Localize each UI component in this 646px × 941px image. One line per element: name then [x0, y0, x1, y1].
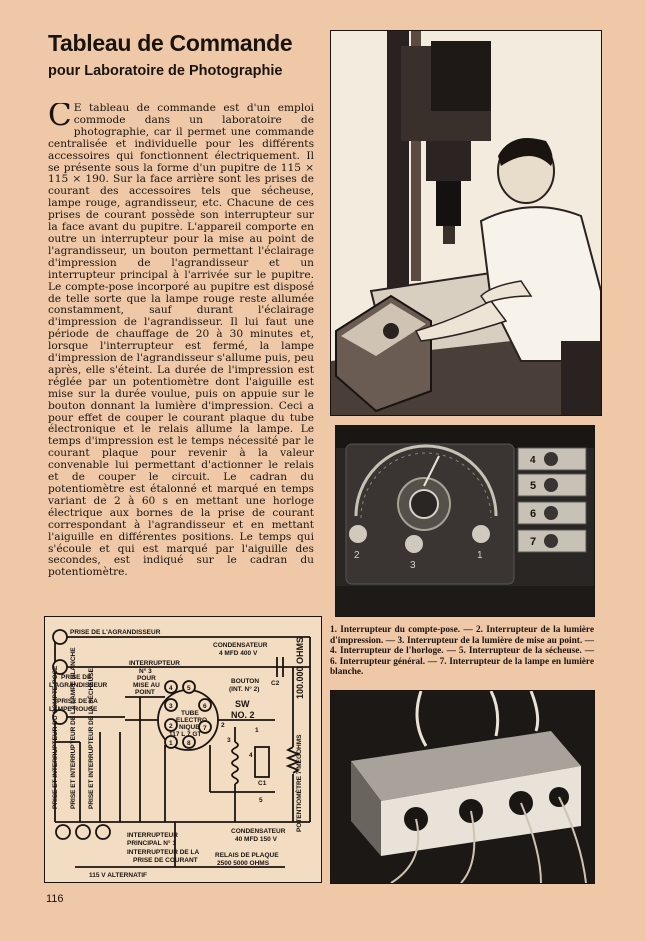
label-interrupteur-principal-2: PRINCIPAL N° 1: [127, 840, 176, 847]
label-interrupteur-principal-1: INTERRUPTEUR: [127, 832, 178, 839]
label-num-4: 4: [249, 752, 253, 759]
label-sw-no: NO. 2: [231, 710, 255, 720]
panel-number-5: 5: [530, 480, 537, 492]
label-pin-6: 6: [203, 703, 207, 710]
label-relais-2: 2500 5000 OHMS: [217, 860, 270, 867]
label-interrupteur-prise-2: PRISE DE COURANT: [133, 857, 198, 864]
article-subtitle: pour Laboratoire de Photographie: [48, 63, 283, 79]
label-tube-2: ELECTRO: [176, 717, 208, 724]
label-sw: SW: [235, 699, 250, 709]
label-bouton-1: BOUTON: [231, 678, 260, 685]
label-prise-de: PRISE DE: [61, 674, 92, 681]
label-tube-4: 117 L 7 GT: [169, 731, 202, 738]
label-interrupteur-n3-1: INTERRUPTEUR: [129, 660, 180, 667]
label-potentiometre: POTENTIOMÈTRE 7 MEGOHMS: [296, 734, 303, 832]
label-interrupteur-n3-3: POUR: [137, 675, 156, 682]
panel-number-7: 7: [530, 536, 537, 548]
panel-number-3: 3: [410, 560, 416, 571]
label-c2: C2: [271, 680, 280, 687]
label-alternatif: 115 V ALTERNATIF: [89, 872, 148, 879]
label-interrupteur-prise-1: INTERRUPTEUR DE LA: [127, 849, 200, 856]
label-condensateur-bottom-value: 40 MFD 150 V: [235, 836, 277, 843]
label-ohms: 100.000 OHMS: [295, 636, 305, 699]
label-tube-1: TUBE: [181, 710, 199, 717]
label-condensateur-top-value: 4 MFD 400 V: [219, 650, 258, 657]
label-interrupteur-n3-2: N° 3: [139, 668, 152, 675]
drop-cap: C: [48, 103, 72, 133]
label-l-agrandisseur: L'AGRANDISSEUR: [49, 682, 108, 689]
label-relais-1: RELAIS DE PLAQUE: [215, 852, 279, 859]
label-num-3: 3: [227, 737, 231, 744]
label-pin-5: 5: [187, 685, 191, 692]
label-prise-lampe-blanche: PRISE ET INTERRUPTEUR DE LA LAMPE BLANCHE: [70, 647, 77, 809]
photo-enlarger-operator: [330, 30, 602, 416]
label-condensateur-bottom: CONDENSATEUR: [231, 828, 286, 835]
label-prise-lampe-2: LAMPE ROUGE: [49, 706, 98, 713]
panel-number-1: 1: [477, 550, 483, 561]
article-title: Tableau de Commande: [48, 30, 293, 56]
label-bouton-2: (INT. N° 2): [229, 686, 260, 693]
panel-number-6: 6: [530, 508, 537, 520]
photo-control-panel: [335, 425, 595, 617]
label-pin-1: 1: [169, 740, 173, 747]
panel-number-4: 4: [530, 455, 536, 466]
photo-panel-outlets: [330, 690, 595, 884]
label-pin-2: 2: [169, 723, 173, 730]
article-body-text: E tableau de commande est d'un emploi commode dans un laboratoire de photographie, car il permet une commande centralisée et individuelle pour les différents accessoires qui fonctionnent électriquement. Il se présente sous la forme d'un pupitre de 115 × 115 × 190. Sur la face arrière sont les prises de courant des accessoires tels que sécheuse, lampe rouge, agrandisseur, etc. Chacune de ces prises de courant possède son interrupteur sur la face avant du pupitre. L'appareil comporte en outre un interrupteur pour la mise au point de l'agrandisseur, un bouton permettant l'éclairage d'impression de l'agrandisseur et un interrupteur principal à l'arrivée sur le pupitre. Le compte-pose incorporé au pupitre est disposé de telle sorte que la lampe rouge reste allumée constamment, sauf durant l'éclairage d'impression de l'agrandisseur. Il lui faut une période de chauffage de 20 à 30 minutes et, lorsque l'interrupteur est fermé, la lampe d'impression de l'agrandisseur s'allume puis, peu après, elle s'éteint. La durée de l'impression est réglée par un potentiomètre dont l'aiguille est mise sur la durée voulue, puis on appuie sur le bouton donnant la lumière d'impression. Ceci a pour effet de couper le courant plaque du tube électronique et le relais allume la lampe. Le temps d'impression est le temps nécessité par le courant plaque pour revenir à la valeur convenable lui permettant d'actionner le relais et de couper le circuit. Le cadran du potentiomètre est étalonné et marqué en temps variant de 2 à 60 s en mettant une horloge électrique aux bornes de la prise de courant correspondant à l'agrandisseur et en mettant l'aiguille en différentes positions. Le temps qui s'écoule et qui est marqué par l'aiguille des secondes, est indiqué sur le cadran du potentiomètre.: [48, 103, 314, 579]
label-pin-7: 7: [203, 725, 207, 732]
label-pin-4: 4: [169, 685, 173, 692]
panel-number-2: 2: [354, 550, 360, 561]
page-number: 116: [46, 893, 64, 905]
label-prise-lampe-1: PRISE DE LA: [57, 698, 98, 705]
label-interrupteur-n3-4: MISE AU: [133, 682, 160, 689]
label-pin-3: 3: [169, 703, 173, 710]
label-prise-agrandisseur: PRISE DE L'AGRANDISSEUR: [70, 629, 161, 636]
label-num-2: 2: [221, 722, 225, 729]
label-num-5: 5: [259, 797, 263, 804]
label-prise-secheuse: PRISE ET INTERRUPTEUR DE LA SÉCHEUSE: [88, 668, 95, 809]
label-interrupteur-n3-5: POINT: [135, 689, 155, 696]
wiring-diagram: [44, 616, 322, 883]
article-body: [48, 103, 314, 608]
label-prise-compte-pose: PRISE ET INTERRUPTEUR DU COMPTE-POSE: [52, 665, 59, 809]
label-num-1: 1: [255, 727, 259, 734]
label-condensateur-top: CONDENSATEUR: [213, 642, 268, 649]
label-tube-3: NIQUE: [179, 724, 200, 731]
label-pin-8: 8: [187, 740, 191, 747]
label-c1: C1: [258, 780, 267, 787]
photo-caption: 1. Interrupteur du compte-pose. — 2. Interrupteur de la lumière d'impression. — 3. Interrupteur de la lumière de mise au point. — 4. Interrupteur de l'horloge. — 5. Interrupteur de la sécheuse. — 6. Interrupteur général. — 7. Interrupteur de la lampe en lumière blanche.: [330, 625, 594, 678]
